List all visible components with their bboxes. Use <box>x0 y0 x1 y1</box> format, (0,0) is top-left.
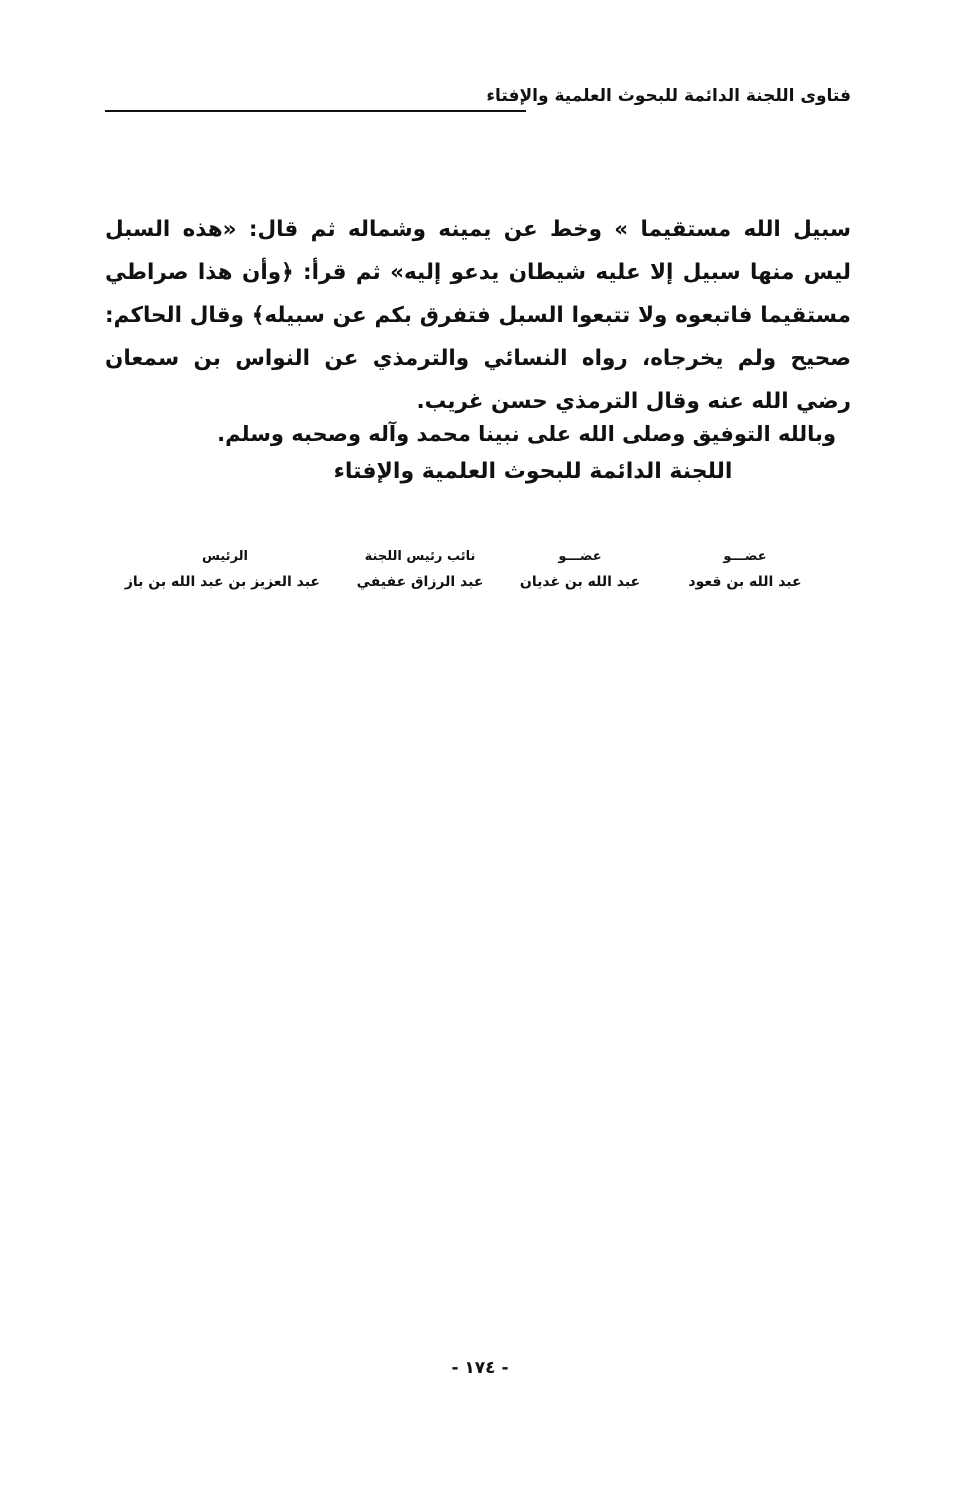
header-title: فتاوى اللجنة الدائمة للبحوث العلمية والإفتاء <box>482 86 851 106</box>
signature-name: عبد الله بن قعود <box>688 574 802 590</box>
signature-role: عضـــو <box>723 549 767 564</box>
signature-name: عبد الله بن غديان <box>519 574 641 590</box>
signature-role: نائب رئيس اللجنة <box>364 549 476 564</box>
signature-role: عضـــو <box>558 549 602 564</box>
signature-block <box>105 544 825 604</box>
running-header <box>105 86 851 122</box>
signature-name: عبد الرزاق عفيفي <box>356 574 484 590</box>
closing-line: وبالله التوفيق وصلى الله على نبينا محمد وآله وصحبه وسلم. <box>217 422 836 446</box>
header-rule <box>105 110 526 112</box>
signature-role: الرئيس <box>202 549 248 564</box>
committee-name: اللجنة الدائمة للبحوث العلمية والإفتاء <box>333 459 733 484</box>
page-number: - ١٧٤ - <box>451 1358 509 1378</box>
signature-member-1 <box>650 544 840 594</box>
fatwa-text: سبيل الله مستقيما » وخط عن يمينه وشماله ثم قال: «هذه السبل ليس منها سبيل إلا عليه شيطان يدعو إليه» ثم قرأ: ﴿وأن هذا صراطي مستقيما فاتبعوه ولا تتبعوا السبل فتفرق بكم عن سبيله﴾ وقال الحاكم: صحيح ولم يخرجاه، رواه النسائي والترمذي عن النواس بن سمعان رضي الله عنه وقال الترمذي حسن غريب. <box>105 217 851 414</box>
signature-vice-chair <box>325 544 515 594</box>
signature-chair <box>124 544 320 594</box>
signature-name: عبد العزيز بن عبد الله بن باز <box>124 574 320 590</box>
